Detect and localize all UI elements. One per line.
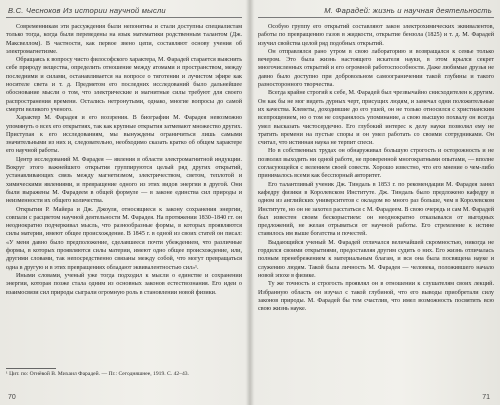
footnote-rule (6, 368, 56, 369)
paragraph: Обращаясь к вопросу чисто философского характера, М. Фарадей старается выяснить себе природу вещества, определить отношение между атомами и пространством, между последними и силами, останавливается на вопросе о тяготении и лучистом эфире как носителе света и т. д. Предметом его последних исследований было дальнейшее обоснование мысли о том, что электрические и магнитные силы требуют для своего распространения времени. Остались нетронутыми, однако, многие вопросы до самой смерти великого ученого. (6, 57, 242, 113)
right-page (258, 0, 494, 405)
left-page (6, 0, 242, 405)
left-page-body (6, 23, 242, 367)
header-rule (6, 17, 242, 18)
running-head-right: М. Фарадей: жизнь и научная деятельность (324, 6, 492, 15)
paragraph: Он отправлялся рано утром в свою лабораторию и возвращался к семье только вечером. Это была жизнь настоящего искателя науки, в этом крылся секрет многочисленных открытий и его огромной работоспособности. Даже любимые друзья не давно было доступно при добровольном самоограничении такой глубины и такого разносторонного творчества. (258, 48, 494, 89)
paragraph: Характер М. Фарадея и его воззрения. В биографии М. Фарадея невозможно упомянуть о всех его открытиях, так как крупные открытия затмевают множество других. Приступая к его исследованиям, мы вынуждены ограничиться лишь самыми значительными из них и, следовательно, необходимо сказать кратко об общем характере его научной работы. (6, 115, 242, 155)
book-gutter (246, 0, 254, 405)
paragraph: Открытия Р. Майера и Дж. Джоуля, относящиеся к закону сохранения энергии, совпали с расцветом научной деятельности М. Фарадея. На протяжении 1830–1840 гг. он неоднократно подчеркивал мысль, что разнообразные формы, в которых проявляются силы материи, имеют общее происхождение. В 1845 г. в одной из своих статей он писал: «У меня давно было предположение, сделавшееся почти убеждением, что различные формы, в которых проявляются силы материи, имеют одно общее происхождение, или, другими словами, так непосредственно связаны между собой, что могут превращаться одна в другую и в этих превращениях обладают эквивалентностью сил»¹. (6, 206, 242, 271)
header-rule (258, 17, 494, 18)
page-number-left: 70 (8, 394, 16, 401)
paragraph: Всегда крайне строгий к себе, М. Фарадей был чрезвычайно снисходителен к другим. Он как бы не мог видеть дурных черт, присущих людям, и замечал одни положительные их качества. Клеветы, доходившие до его ушей, он не только относился с христианским всепрощением, но о том не сохранялось упоминание, а свою высшую похвалу он всегда умел высказать чистосердечно. Его глубокий интерес к делу науки позволял ему не тратить времени на пустые споры и он умел работать со своими сотрудниками. Он считал, что истинная наука не терпит спеси. (258, 90, 494, 147)
paragraph: Выдающийся ученый М. Фарадей отличался величайшей скромностью, никогда не гордился своими открытиями, предоставляя другим судить о них. Его жизнь отличалась полным пренебрежением к материальным благам, и вся она была посвящена науке и служению людям. Такой была личность М. Фарадея — человека, положившего начало новой эпохе в физике. (258, 239, 494, 279)
paragraph: Его талантливый ученик Дж. Тиндаль в 1853 г. по рекомендации М. Фарадея занял кафедру физики в Королевском Институте. Дж. Тиндаль было предложено кафедру в одном из английских университетов с окладом во много раз больше, чем в Королевском Институте, но он не захотел расстаться с М. Фарадеем. В свою очередь и сам М. Фарадей был известен своим бескорыстием: он неоднократно отказывался от выгодных предложений, не желая отрываться от научной работы. Его стремление к истине ставилось им выше богатства и почестей. (258, 181, 494, 238)
paragraph: Иными словами, ученый уже тогда подходил к мысли о единстве и сохранении энергии, которая позже стала одним из основных законов естествознания. Его идеи о взаимосвязи сил природы сыграли огромную роль в становлении новой физики. (6, 272, 242, 296)
paragraph: Особую группу его открытий составляют закон электрохимических эквивалентов, работы по превращению газов в жидкости, открытие бензола (1825) и т. д. М. Фарадей изучил свойства целой ряд подобных открытий. (258, 24, 494, 47)
paragraph: Современникам эти рассуждения были непонятны и стали доступны специалистам только тогда, когда были переведены на язык математики родственным талантом (Дж. Максвеллом). В частности, как первое звено цепи, составляют основу учения об электромагнетизме. (6, 24, 242, 55)
running-head-left: В.С. Чесноков Из истории научной мысли (8, 6, 166, 15)
paragraph: Ту же точность и строгость проявлял он в отношении к слушателям своих лекций. Избранную область он изучал с такой глубиной, что его выводы приобретали силу законов природы. М. Фарадей бы тем счастлив, что имел возможность посвятить всю свою жизнь науке. (258, 281, 494, 313)
footnote: ¹ Цит. по: Огнёвой В. Михаил Фарадей. — Пг.: Сегодняшнее, 1919. С. 42–43. (6, 371, 189, 377)
right-page-body (258, 23, 494, 367)
paragraph: Но в собственных трудах он обнаруживал большую строгость и осторожность и не позволял выходить ни одной работе, не проверенной многократными опытами, — вполне согласующейся с велением своей совести. Хорошо известно, что его мнение о чем-либо принималось всеми как бесспорный авторитет. (258, 148, 494, 180)
page-number-right: 71 (482, 394, 490, 401)
paragraph: Центр исследований М. Фарадея — явления в области электромагнитной индукции. Вокруг этого важнейшего открытия группируются целый ряд других открытий, устанавливающих связь между магнетизмом, электричеством, светом, теплотой и химическими явлениями, и превращение одного из этих видов энергии в другой. Они были выражены М. Фарадеем в общей формуле — в законе единства сил природы и неизменности их общего количества. (6, 156, 242, 205)
